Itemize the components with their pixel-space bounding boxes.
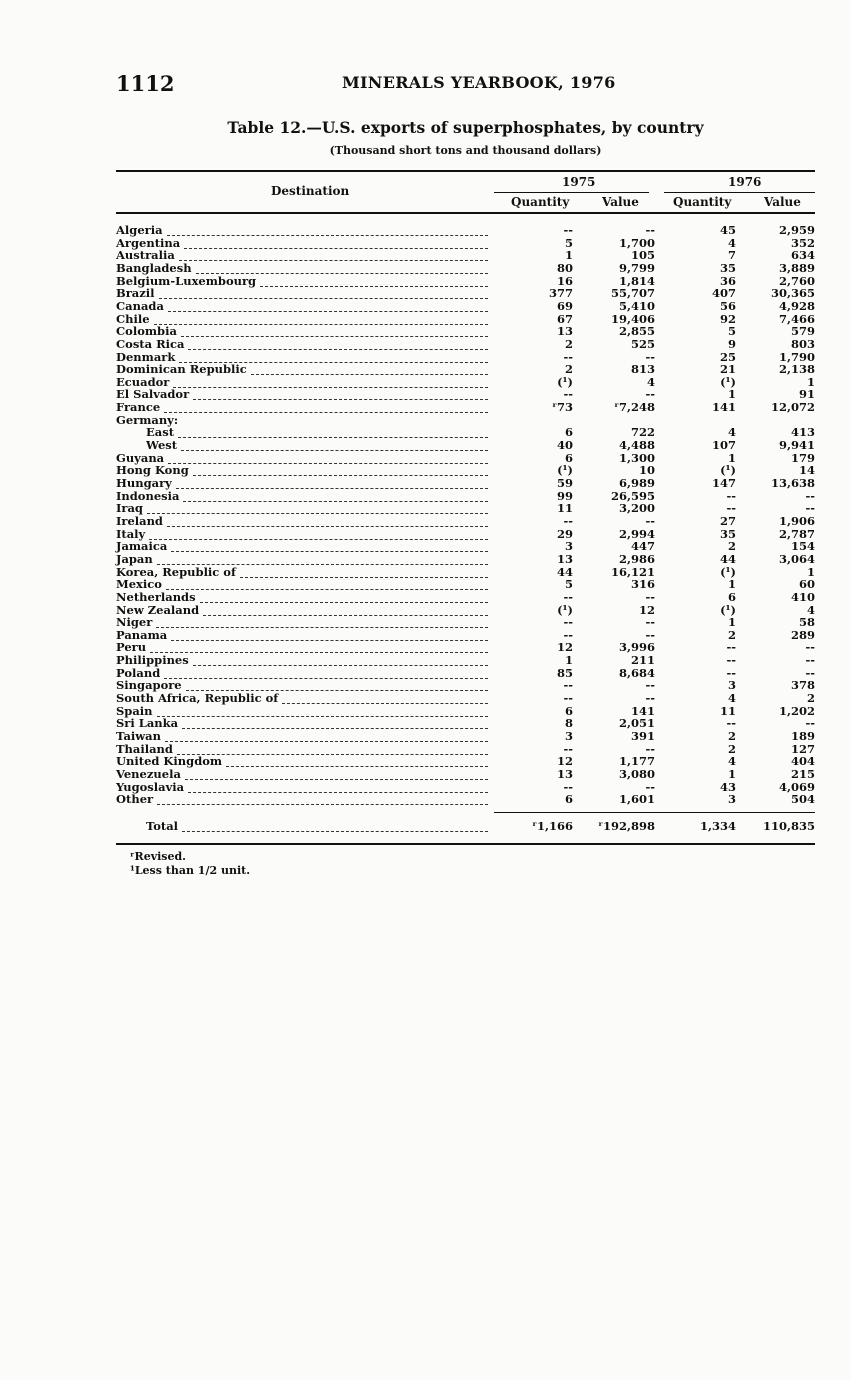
quantity-1975-cell: 2 — [564, 336, 573, 351]
value-1975-cell: 2,986 — [618, 551, 655, 566]
value-1976-cell: 1,906 — [778, 513, 815, 528]
value-1976-cell: 4 — [806, 602, 815, 617]
table-row — [0, 300, 851, 313]
country-name: Brazil — [116, 286, 155, 301]
country-name: Niger — [116, 615, 153, 630]
value-1976-cell: 634 — [790, 248, 815, 263]
quantity-1975-cell: -- — [563, 678, 573, 693]
page-number: 1112 — [116, 71, 175, 96]
country-name: Jamaica — [116, 539, 168, 554]
value-1976-cell: -- — [805, 716, 815, 731]
quantity-1976-header: Quantity — [673, 195, 732, 209]
value-1976-cell: 2,787 — [778, 526, 815, 541]
country-name: Bangladesh — [116, 260, 192, 275]
quantity-1975-cell: 40 — [556, 438, 573, 453]
quantity-1975-cell: 2 — [564, 362, 573, 377]
value-1976-cell: 504 — [790, 792, 815, 807]
value-1976-cell: -- — [805, 501, 815, 516]
value-1975-cell: -- — [645, 627, 655, 642]
quantity-1975-cell: 6 — [564, 792, 573, 807]
country-name: Korea, Republic of — [116, 564, 236, 579]
value-1976-cell: 189 — [790, 729, 815, 743]
year-1976-header: 1976 — [728, 175, 762, 189]
quantity-1976-cell: 6 — [727, 589, 736, 604]
quantity-1976-cell: 35 — [719, 260, 736, 275]
value-1976-cell: 215 — [790, 766, 815, 781]
quantity-1976-cell: 1 — [727, 577, 736, 592]
quantity-1975-cell: -- — [563, 779, 573, 794]
value-1976-cell: 58 — [798, 615, 815, 630]
value-1976-cell: 91 — [798, 387, 815, 402]
value-1975-cell: 16,121 — [610, 564, 655, 579]
country-name: Indonesia — [116, 488, 180, 503]
quantity-1976-cell: 5 — [727, 324, 736, 339]
country-name: Denmark — [116, 349, 176, 364]
table-row — [0, 553, 851, 566]
country-name: Poland — [116, 665, 161, 680]
quantity-1975-cell: (¹) — [557, 463, 573, 478]
value-1975-cell: 8,684 — [618, 665, 655, 680]
value-1975-cell: 3,996 — [618, 640, 655, 655]
country-name: West — [146, 438, 178, 453]
quantity-1976-cell: 2 — [727, 539, 736, 554]
quantity-1976-cell: 1 — [727, 387, 736, 402]
quantity-1975-cell: 69 — [556, 298, 573, 313]
value-1976-cell: -- — [805, 640, 815, 655]
quantity-1976-cell: 4 — [727, 754, 736, 769]
quantity-1976-cell: 1 — [727, 766, 736, 781]
quantity-1976-cell: 2 — [727, 627, 736, 642]
value-1976-cell: 4,069 — [778, 779, 815, 794]
table-row — [0, 591, 851, 604]
quantity-1976-cell: 36 — [719, 273, 736, 288]
quantity-1976-cell: 2 — [727, 741, 736, 756]
value-1976-cell: 1 — [806, 374, 815, 389]
quantity-1975-cell: 16 — [556, 273, 573, 288]
quantity-1976-cell: 2 — [727, 729, 736, 743]
country-name: East — [146, 425, 175, 440]
total-label: Total — [146, 819, 179, 833]
value-1975-cell: 525 — [630, 336, 655, 351]
value-1975-cell: 1,814 — [618, 273, 655, 288]
table-title: Table 12.—U.S. exports of superphosphates, by country — [227, 118, 704, 137]
destination-header: Destination — [271, 184, 350, 198]
quantity-1975-cell: 6 — [564, 425, 573, 440]
quantity-1975-cell: 6 — [564, 703, 573, 718]
country-name: Venezuela — [116, 766, 181, 781]
quantity-1975-cell: 377 — [548, 286, 573, 301]
value-1976-cell: 2 — [806, 691, 815, 706]
country-name: Thailand — [116, 741, 173, 756]
quantity-1975-cell: -- — [563, 741, 573, 756]
quantity-1976-cell: 107 — [711, 438, 736, 453]
quantity-1976-cell: 92 — [719, 311, 736, 326]
country-name: South Africa, Republic of — [116, 691, 279, 706]
country-name: Other — [116, 792, 154, 807]
value-1976-cell: 579 — [790, 324, 815, 339]
quantity-1975-cell: ʳ73 — [552, 400, 573, 415]
value-1975-cell: 105 — [630, 248, 655, 263]
value-1976-cell: 410 — [790, 589, 815, 604]
quantity-1975-cell: 8 — [564, 716, 573, 731]
country-name: Singapore — [116, 678, 182, 693]
country-name: New Zealand — [116, 602, 200, 617]
value-1976-cell: 404 — [790, 754, 815, 769]
value-1975-cell: 9,799 — [618, 260, 655, 275]
value-1975-cell: 211 — [630, 653, 655, 668]
quantity-1976-cell: 11 — [719, 703, 736, 718]
quantity-1975-cell: 3 — [564, 729, 573, 743]
value-1976-cell: 3,889 — [778, 260, 815, 275]
quantity-1976-cell: 25 — [719, 349, 736, 364]
quantity-1976-cell: -- — [726, 501, 736, 516]
country-name: Yugoslavia — [116, 779, 185, 794]
value-1975-cell: 6,989 — [618, 476, 655, 490]
value-1976-cell: 352 — [790, 235, 815, 250]
value-1976-cell: 413 — [790, 425, 815, 440]
quantity-1976-cell: 21 — [719, 362, 736, 377]
value-1975-cell: 2,051 — [618, 716, 655, 731]
country-name: Belgium-Luxembourg — [116, 273, 257, 288]
value-1976-cell: 2,760 — [778, 273, 815, 288]
country-name: Hong Kong — [116, 463, 189, 478]
quantity-1976-cell: -- — [726, 640, 736, 655]
quantity-1975-cell: -- — [563, 349, 573, 364]
country-name: Japan — [116, 551, 153, 566]
country-name: Sri Lanka — [116, 716, 179, 731]
country-name: Costa Rica — [116, 336, 185, 351]
value-1976-cell: 14 — [798, 463, 815, 478]
quantity-1976-cell: 4 — [727, 235, 736, 250]
country-name: Chile — [116, 311, 150, 326]
value-1976-cell: 30,365 — [770, 286, 815, 301]
value-1975-cell: -- — [645, 223, 655, 237]
value-1975-cell: 3,080 — [618, 766, 655, 781]
table-row — [0, 262, 851, 275]
quantity-1975-cell: (¹) — [557, 374, 573, 389]
quantity-1976-cell: 4 — [727, 425, 736, 440]
value-1975-cell: 1,700 — [618, 235, 655, 250]
country-name: Ireland — [116, 513, 163, 528]
quantity-1975-cell: -- — [563, 387, 573, 402]
value-1975-cell: 813 — [630, 362, 655, 377]
quantity-1975-cell: 11 — [556, 501, 573, 516]
quantity-1975-cell: 85 — [556, 665, 573, 680]
value-1975-cell: 1,300 — [618, 450, 655, 465]
value-1976-cell: 154 — [790, 539, 815, 554]
running-head: MINERALS YEARBOOK, 1976 — [342, 73, 616, 92]
quantity-1975-cell: 1 — [564, 248, 573, 263]
country-name: El Salvador — [116, 387, 190, 402]
quantity-1976-cell: 7 — [727, 248, 736, 263]
value-1976-header: Value — [764, 195, 801, 209]
value-1976-cell: 4,928 — [778, 298, 815, 313]
table-row — [0, 414, 851, 427]
quantity-1976-cell: 44 — [719, 551, 736, 566]
country-name: Taiwan — [116, 729, 161, 743]
value-1975-cell: -- — [645, 779, 655, 794]
value-1975-cell: 55,707 — [610, 286, 655, 301]
footnote-revised: ʳRevised. — [130, 850, 186, 863]
dot-leader — [157, 803, 488, 805]
quantity-1975-cell: -- — [563, 615, 573, 630]
year-1975-header: 1975 — [562, 175, 596, 189]
value-1975-cell: 316 — [630, 577, 655, 592]
value-1975-cell: -- — [645, 513, 655, 528]
country-name: Dominican Republic — [116, 362, 247, 377]
quantity-1975-cell: 5 — [564, 577, 573, 592]
value-1975-cell: 141 — [630, 703, 655, 718]
value-1975-cell: ʳ192,898 — [598, 819, 655, 833]
country-name: France — [116, 400, 161, 415]
quantity-1975-cell: 44 — [556, 564, 573, 579]
value-1976-cell: 1,202 — [778, 703, 815, 718]
quantity-1976-cell: (¹) — [720, 602, 736, 617]
value-1976-cell: 2,959 — [778, 223, 815, 237]
quantity-1975-cell: 13 — [556, 551, 573, 566]
quantity-1975-cell: -- — [563, 627, 573, 642]
value-1976-cell: 179 — [790, 450, 815, 465]
quantity-1975-cell: 6 — [564, 450, 573, 465]
quantity-1976-cell: 407 — [711, 286, 736, 301]
value-1976-cell: 12,072 — [770, 400, 815, 415]
value-1976-cell: 127 — [790, 741, 815, 756]
quantity-1975-cell: -- — [563, 691, 573, 706]
value-1976-cell: -- — [805, 488, 815, 503]
quantity-1976-cell: 147 — [711, 476, 736, 490]
value-1975-cell: -- — [645, 349, 655, 364]
value-1976-cell: 9,941 — [778, 438, 815, 453]
country-name: Spain — [116, 703, 153, 718]
quantity-1976-cell: 3 — [727, 678, 736, 693]
value-1976-cell: 7,466 — [778, 311, 815, 326]
value-1975-cell: 3,200 — [618, 501, 655, 516]
value-1976-cell: 803 — [790, 336, 815, 351]
table-subtitle: (Thousand short tons and thousand dollars) — [329, 144, 602, 157]
quantity-1975-cell: 12 — [556, 640, 573, 655]
value-1976-cell: 13,638 — [770, 476, 815, 490]
quantity-1976-cell: -- — [726, 716, 736, 731]
value-1975-cell: -- — [645, 678, 655, 693]
value-1975-cell: -- — [645, 741, 655, 756]
quantity-1975-cell: 12 — [556, 754, 573, 769]
value-1975-header: Value — [602, 195, 639, 209]
value-1975-cell: 4,488 — [618, 438, 655, 453]
quantity-1975-cell: 13 — [556, 324, 573, 339]
value-1976-cell: 1 — [806, 564, 815, 579]
value-1975-cell: 2,994 — [618, 526, 655, 541]
country-name: Peru — [116, 640, 147, 655]
country-name: Canada — [116, 298, 164, 313]
quantity-1975-cell: 3 — [564, 539, 573, 554]
country-name: United Kingdom — [116, 754, 223, 769]
quantity-1975-cell: 67 — [556, 311, 573, 326]
value-1975-cell: 12 — [638, 602, 655, 617]
value-1976-cell: 110,835 — [762, 819, 815, 833]
country-name: Argentina — [116, 235, 181, 250]
value-1975-cell: 1,177 — [618, 754, 655, 769]
quantity-1976-cell: 45 — [719, 223, 736, 237]
value-1975-cell: ʳ7,248 — [614, 400, 655, 415]
value-1975-cell: 447 — [630, 539, 655, 554]
value-1976-cell: 2,138 — [778, 362, 815, 377]
quantity-1976-cell: -- — [726, 665, 736, 680]
value-1975-cell: 1,601 — [618, 792, 655, 807]
country-name: Colombia — [116, 324, 177, 339]
quantity-1976-cell: 3 — [727, 792, 736, 807]
quantity-1975-cell: 59 — [556, 476, 573, 490]
quantity-1976-cell: -- — [726, 653, 736, 668]
quantity-1975-cell: ʳ1,166 — [532, 819, 573, 833]
quantity-1976-cell: -- — [726, 488, 736, 503]
country-name: Hungary — [116, 476, 172, 490]
country-name: Germany: — [116, 412, 179, 427]
quantity-1976-cell: 56 — [719, 298, 736, 313]
quantity-1975-cell: (¹) — [557, 602, 573, 617]
quantity-1976-cell: (¹) — [720, 463, 736, 478]
value-1976-cell: 3,064 — [778, 551, 815, 566]
country-name: Philippines — [116, 653, 189, 668]
table-row — [0, 338, 851, 351]
table-row — [0, 793, 851, 806]
value-1975-cell: 722 — [630, 425, 655, 440]
value-1976-cell: 1,790 — [778, 349, 815, 364]
value-1975-cell: 26,595 — [610, 488, 655, 503]
country-name: Mexico — [116, 577, 162, 592]
quantity-1976-cell: 27 — [719, 513, 736, 528]
country-name: Algeria — [116, 223, 163, 237]
value-1976-cell: 378 — [790, 678, 815, 693]
quantity-1975-cell: -- — [563, 223, 573, 237]
country-name: Italy — [116, 526, 146, 541]
quantity-1975-cell: 13 — [556, 766, 573, 781]
dot-leader — [182, 830, 488, 832]
country-name: Australia — [116, 248, 175, 263]
quantity-1976-cell: 141 — [711, 400, 736, 415]
quantity-1975-cell: 1 — [564, 653, 573, 668]
quantity-1975-cell: 80 — [556, 260, 573, 275]
value-1975-cell: 19,406 — [610, 311, 655, 326]
quantity-1976-cell: 4 — [727, 691, 736, 706]
country-name: Netherlands — [116, 589, 196, 604]
quantity-1975-cell: -- — [563, 513, 573, 528]
value-1976-cell: -- — [805, 665, 815, 680]
country-name: Ecuador — [116, 374, 170, 389]
quantity-1976-cell: (¹) — [720, 374, 736, 389]
value-1975-cell: 391 — [630, 729, 655, 743]
quantity-1975-cell: 5 — [564, 235, 573, 250]
footnote-less-than: ¹Less than 1/2 unit. — [130, 864, 251, 877]
value-1975-cell: -- — [645, 387, 655, 402]
country-name: Guyana — [116, 450, 165, 465]
quantity-1976-cell: 9 — [727, 336, 736, 351]
table-row — [0, 515, 851, 528]
value-1975-cell: -- — [645, 615, 655, 630]
quantity-1976-cell: 1,334 — [699, 819, 736, 833]
value-1975-cell: 10 — [638, 463, 655, 478]
country-name: Iraq — [116, 501, 143, 516]
quantity-1975-header: Quantity — [511, 195, 570, 209]
value-1976-cell: 60 — [798, 577, 815, 592]
quantity-1976-cell: 1 — [727, 450, 736, 465]
quantity-1976-cell: (¹) — [720, 564, 736, 579]
value-1976-cell: 289 — [790, 627, 815, 642]
quantity-1975-cell: 29 — [556, 526, 573, 541]
value-1975-cell: 2,855 — [618, 324, 655, 339]
quantity-1975-cell: 99 — [556, 488, 573, 503]
value-1976-cell: -- — [805, 653, 815, 668]
total-row — [0, 820, 851, 833]
quantity-1976-cell: 35 — [719, 526, 736, 541]
value-1975-cell: 5,410 — [618, 298, 655, 313]
quantity-1975-cell: -- — [563, 589, 573, 604]
value-1975-cell: -- — [645, 589, 655, 604]
value-1975-cell: -- — [645, 691, 655, 706]
table-row — [0, 768, 851, 781]
quantity-1976-cell: 1 — [727, 615, 736, 630]
country-name: Panama — [116, 627, 168, 642]
value-1975-cell: 4 — [646, 374, 655, 389]
quantity-1976-cell: 43 — [719, 779, 736, 794]
